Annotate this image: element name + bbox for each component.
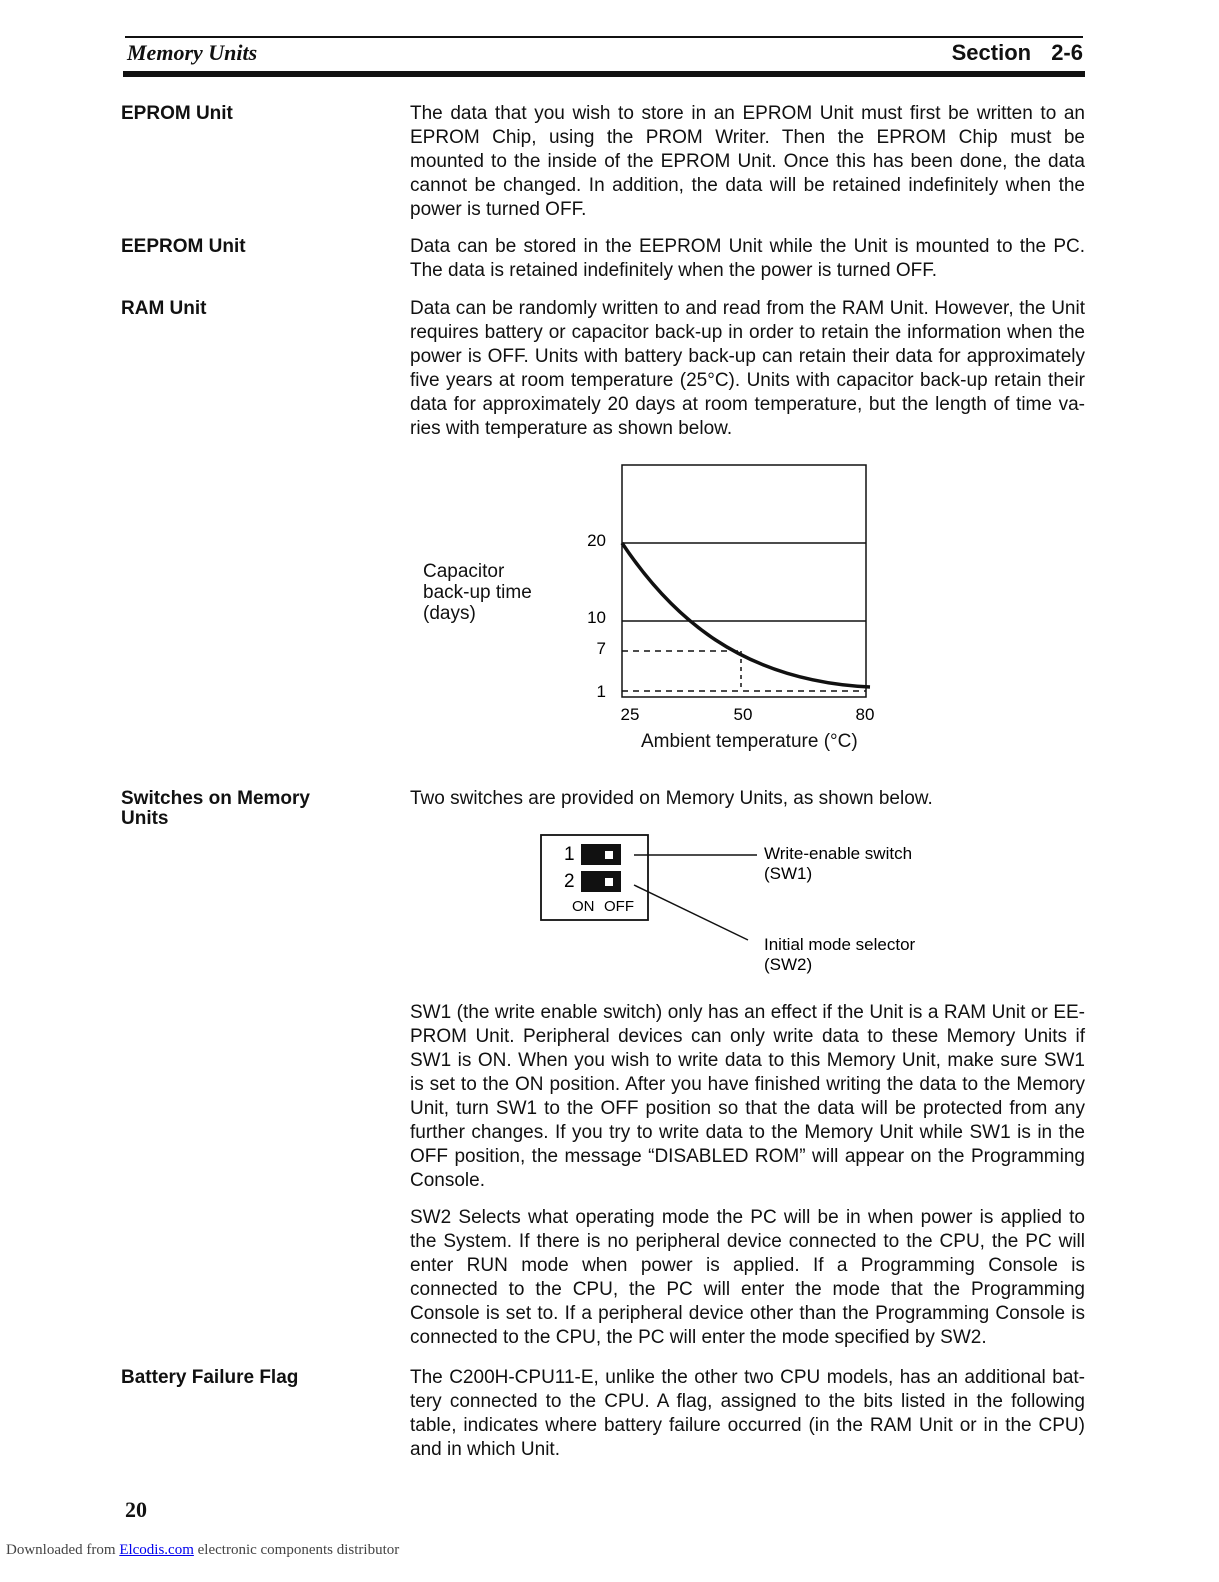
footer-suffix: electronic components distributor bbox=[197, 1542, 400, 1558]
switches-heading: Switches on Memory Units bbox=[121, 788, 310, 829]
battery-heading: Battery Failure Flag bbox=[121, 1367, 299, 1388]
switch-2-knob bbox=[605, 878, 613, 886]
eprom-heading: EPROM Unit bbox=[121, 103, 233, 124]
y-tick-label: 7 bbox=[596, 639, 606, 658]
switch-1-knob bbox=[605, 851, 613, 859]
chart-ylabel-line: back-up time bbox=[423, 582, 532, 603]
switch-2-body bbox=[581, 871, 621, 892]
sw2-leader bbox=[634, 885, 748, 940]
footer-link[interactable]: Elcodis.com bbox=[119, 1542, 194, 1558]
switch-off-label: OFF bbox=[604, 898, 634, 915]
switch-1-body bbox=[581, 844, 621, 865]
switch-on-label: ON bbox=[572, 898, 595, 915]
chart-frame bbox=[622, 465, 866, 697]
footer bbox=[6, 1542, 399, 1559]
sw2-label-line: (SW2) bbox=[764, 955, 813, 974]
sw2-label-line: Initial mode selector bbox=[764, 935, 916, 954]
chart-ylabel-line: (days) bbox=[423, 603, 476, 624]
x-tick-label: 50 bbox=[733, 705, 753, 724]
eeprom-heading: EEPROM Unit bbox=[121, 236, 246, 257]
sw1-label-line: (SW1) bbox=[764, 864, 813, 883]
switches-intro: Two switches are provided on Memory Units, as shown below. bbox=[410, 788, 933, 809]
y-tick-label: 20 bbox=[587, 531, 606, 550]
header-title: Memory Units bbox=[127, 40, 258, 65]
sw1-label-line: Write-enable switch bbox=[764, 844, 913, 863]
eeprom-paragraph: Data can be stored in the EEPROM Unit while the Unit is mounted to the PC. The data is retained indefinitely when the power is turned OFF. bbox=[410, 236, 1085, 281]
capacitor-backup-chart bbox=[560, 455, 900, 755]
header-rule-top bbox=[125, 36, 1083, 38]
switch-2-number: 2 bbox=[564, 871, 575, 892]
header-rule-bottom bbox=[123, 71, 1085, 77]
footer-prefix: Downloaded from bbox=[6, 1542, 116, 1558]
chart-xlabel: Ambient temperature (°C) bbox=[641, 731, 858, 752]
ram-paragraph: Data can be randomly written to and read from the RAM Unit. However, the Unit requires battery or capacitor back-up in order to retain the information when the power is OFF. Units with battery back-up can retain their data for approximately five years at room temperature (25°C). Units with capacitor back-up retain their data for approximately 20 days at room temperature, but the length of time va-ries with temperature as shown below. bbox=[410, 298, 1085, 439]
ram-heading: RAM Unit bbox=[121, 298, 207, 319]
header-section: Section 2-6 bbox=[951, 40, 1083, 65]
switch-diagram bbox=[530, 825, 950, 985]
sw2-paragraph: SW2 Selects what operating mode the PC will be in when power is applied to the System. If there is no peripheral device connected to the CPU, the PC will enter RUN mode when power is applied. If a Programming Console is connected to the CPU, the PC will enter the mode that the Programming Console is set to. If a peripheral device other than the Programming Console is connected to the CPU, the PC will enter the mode specified by SW2. bbox=[410, 1207, 1085, 1348]
battery-paragraph: The C200H-CPU11-E, unlike the other two CPU models, has an additional bat-tery connected to the CPU. A flag, assigned to the bits listed in the following table, indicates where battery failure occurred (in the RAM Unit or in the CPU) and in which Unit. bbox=[410, 1367, 1085, 1460]
x-tick-label: 25 bbox=[620, 705, 640, 724]
sw1-paragraph: SW1 (the write enable switch) only has an effect if the Unit is a RAM Unit or EE-PROM Unit. Peripheral devices can only write data to these Memory Units if SW1 is ON. When you wish to write data to this Memory Unit, make sure SW1 is set to the ON position. After you have finished writing the data to the Memory Unit, turn SW1 to the OFF position so that the data will be protected from any further changes. If you try to write data to the Memory Unit while SW1 is in the OFF position, the message “DISABLED ROM” will appear on the Programming Console. bbox=[410, 1002, 1085, 1191]
eprom-paragraph: The data that you wish to store in an EPROM Unit must first be written to an EPROM Chip, using the PROM Writer. Then the EPROM Chip must be mounted to the inside of the EPROM Unit. Once this has been done, the data cannot be changed. In addition, the data will be retained indefinitely when the power is turned OFF. bbox=[410, 103, 1085, 220]
chart-ylabel-line: Capacitor bbox=[423, 561, 505, 582]
y-tick-label: 10 bbox=[587, 608, 606, 627]
page-number: 20 bbox=[125, 1497, 147, 1522]
series-line bbox=[622, 543, 870, 687]
switch-1-number: 1 bbox=[564, 844, 575, 865]
x-tick-label: 80 bbox=[855, 705, 875, 724]
y-tick-label: 1 bbox=[596, 682, 606, 701]
chart-ylabel bbox=[423, 561, 532, 624]
